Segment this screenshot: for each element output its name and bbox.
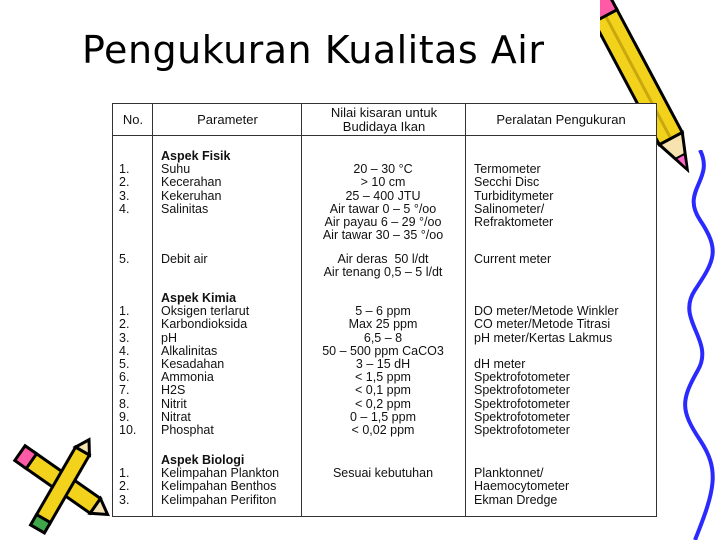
row-parameter: Phosphat bbox=[161, 423, 214, 437]
row-value: < 0,1 ppm bbox=[355, 383, 411, 398]
row-number: 1. bbox=[119, 304, 130, 319]
row-number: 2. bbox=[119, 479, 130, 494]
row-tool: CO meter/Metode Titrasi bbox=[474, 317, 611, 332]
row-parameter: Alkalinitas bbox=[161, 343, 218, 358]
row-value: 6,5 – 8 bbox=[363, 330, 403, 345]
row-tool: Salinometer/ Refraktometer bbox=[474, 201, 554, 229]
row-number: 7. bbox=[119, 383, 130, 398]
water-quality-table bbox=[112, 103, 657, 517]
row-tool: Planktonnet/ bbox=[474, 466, 544, 481]
header-tools: Peralatan Pengukuran bbox=[466, 104, 656, 136]
squiggle-line bbox=[670, 150, 720, 540]
row-number: 4. bbox=[119, 343, 130, 358]
row-value: Air deras 50 l/dt Air tenang 0,5 – 5 l/dt bbox=[323, 251, 443, 280]
row-tool: pH meter/Kertas Lakmus bbox=[474, 330, 613, 345]
row-parameter: Kekeruhan bbox=[161, 188, 222, 203]
row-parameter: Karbondioksida bbox=[161, 317, 248, 332]
pencils-icon bbox=[0, 430, 112, 540]
row-parameter: Salinitas bbox=[161, 201, 209, 216]
row-number: 2. bbox=[119, 317, 130, 332]
row-value: 3 – 15 dH bbox=[355, 357, 411, 371]
row-parameter: Kelimpahan Perifiton bbox=[161, 492, 277, 507]
row-parameter: Kelimpahan Plankton bbox=[161, 466, 280, 481]
row-tool: Spektrofotometer bbox=[474, 370, 570, 385]
row-tool: Termometer bbox=[474, 162, 541, 177]
section-title: Aspek Fisik bbox=[161, 149, 231, 163]
row-value: 50 – 500 ppm CaCO3 bbox=[322, 343, 444, 358]
row-number: 3. bbox=[119, 492, 130, 507]
row-parameter: Oksigen terlarut bbox=[161, 304, 250, 319]
row-parameter: H2S bbox=[161, 383, 186, 398]
row-number: 3. bbox=[119, 188, 130, 203]
row-tool: Haemocytometer bbox=[474, 479, 570, 494]
row-tool: Ekman Dredge bbox=[474, 492, 558, 507]
row-tool: Spektrofotometer bbox=[474, 383, 570, 398]
row-tool: Spektrofotometer bbox=[474, 396, 570, 411]
row-parameter: Suhu bbox=[161, 162, 191, 177]
row-value: 5 – 6 ppm bbox=[355, 304, 411, 319]
row-value: < 1,5 ppm bbox=[355, 370, 411, 385]
row-number: 5. bbox=[119, 357, 130, 371]
row-value: Max 25 ppm bbox=[348, 317, 418, 332]
header-no: No. bbox=[113, 104, 153, 136]
row-value: > 10 cm bbox=[360, 175, 406, 190]
row-value: Sesuai kebutuhan bbox=[332, 466, 434, 481]
header-parameter: Parameter bbox=[153, 104, 302, 136]
row-tool: dH meter bbox=[474, 357, 526, 371]
section-title: Aspek Kimia bbox=[161, 291, 237, 305]
row-parameter: Nitrat bbox=[161, 409, 191, 424]
row-parameter: Kecerahan bbox=[161, 175, 222, 190]
row-number: 1. bbox=[119, 162, 130, 177]
row-number: 2. bbox=[119, 175, 130, 190]
page-title: Pengukuran Kualitas Air bbox=[82, 28, 545, 72]
row-number: 6. bbox=[119, 370, 130, 385]
row-value: < 0,2 ppm bbox=[355, 396, 411, 411]
row-value: < 0,02 ppm bbox=[351, 423, 415, 437]
row-parameter: Kesadahan bbox=[161, 357, 225, 371]
row-number: 9. bbox=[119, 409, 130, 424]
section-title: Aspek Biologi bbox=[161, 453, 245, 467]
row-value: 0 – 1,5 ppm bbox=[349, 409, 416, 424]
row-number: 8. bbox=[119, 396, 130, 411]
row-parameter: Debit air bbox=[161, 251, 208, 266]
row-number: 10. bbox=[119, 423, 137, 437]
header-range: Nilai kisaran untuk Budidaya Ikan bbox=[302, 104, 466, 136]
row-tool: Spektrofotometer bbox=[474, 409, 570, 424]
row-value: 20 – 30 °C bbox=[353, 162, 413, 177]
row-tool: DO meter/Metode Winkler bbox=[474, 304, 619, 319]
row-parameter: pH bbox=[161, 330, 177, 345]
row-number: 3. bbox=[119, 330, 130, 345]
row-parameter: Kelimpahan Benthos bbox=[161, 479, 277, 494]
row-value: 25 – 400 JTU bbox=[345, 188, 421, 203]
row-parameter: Ammonia bbox=[161, 370, 214, 385]
row-number: 1. bbox=[119, 466, 130, 481]
row-tool: Turbiditymeter bbox=[474, 188, 554, 203]
row-number: 4. bbox=[119, 201, 130, 216]
row-value: Air tawar 0 – 5 °/oo Air payau 6 – 29 °/oo Air tawar 30 – 35 °/oo bbox=[322, 201, 444, 243]
row-tool: Secchi Disc bbox=[474, 175, 540, 190]
row-tool: Current meter bbox=[474, 251, 552, 266]
row-parameter: Nitrit bbox=[161, 396, 187, 411]
row-tool: Spektrofotometer bbox=[474, 423, 570, 437]
row-number: 5. bbox=[119, 251, 130, 266]
